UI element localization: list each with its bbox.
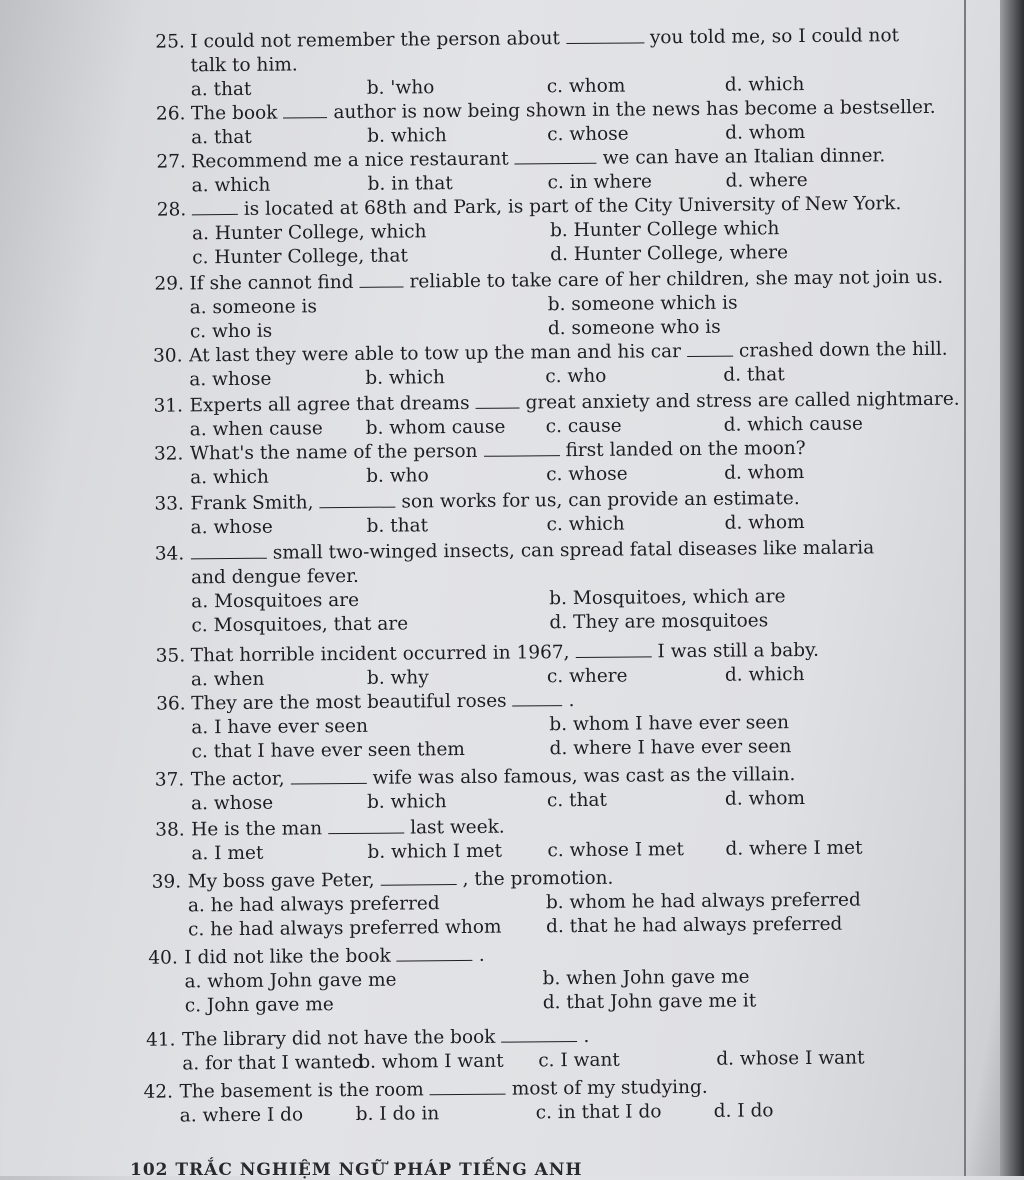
stem-text-before: My boss gave Peter, — [187, 869, 375, 893]
stem-text-before: What's the name of the person — [189, 440, 478, 465]
question-number: 32. — [153, 443, 184, 465]
answer-option-d: d. They are mosquitoes — [549, 610, 769, 634]
question-stem — [192, 192, 902, 222]
question-number: 29. — [154, 273, 184, 295]
answer-blank — [566, 26, 644, 44]
question-25 — [0, 23, 1000, 101]
answer-option-d: d. where I have ever seen — [549, 736, 792, 760]
answer-option-b: b. which — [366, 791, 447, 813]
answer-option-d: d. which — [724, 664, 805, 686]
stem-text-before: Recommend me a nice restaurant — [191, 148, 509, 173]
answer-option-c: c. Mosquitoes, that are — [191, 613, 409, 637]
question-33 — [4, 485, 1004, 539]
answer-option-c: c. which — [546, 513, 625, 536]
question-number: 39. — [151, 871, 182, 893]
answer-option-d: d. which cause — [723, 413, 864, 436]
stem-text-before: Frank Smith, — [190, 492, 314, 515]
answer-blank — [381, 868, 457, 886]
answer-option-d: d. whose I want — [716, 1047, 865, 1070]
question-number: 33. — [154, 493, 184, 515]
question-stem — [189, 266, 943, 297]
answer-option-b: b. who — [366, 465, 429, 487]
question-37 — [7, 761, 1007, 815]
stem-text-after: . — [583, 1025, 590, 1047]
stem-text-after: reliable to take care of her children, she may not join us. — [409, 266, 944, 293]
stem-text-after: author is now being shown in the news has become a bestseller. — [333, 96, 936, 124]
stem-text-after: is located at 68th and Park, is part of the City University of New York. — [243, 193, 902, 220]
question-number: 35. — [155, 645, 186, 667]
question-number: 41. — [145, 1029, 176, 1051]
question-28 — [2, 191, 1002, 269]
stem-text-before: I did not like the book — [184, 945, 391, 969]
question-stem — [191, 689, 575, 716]
stem-text-after: . — [478, 944, 485, 966]
answer-option-a: a. that — [191, 126, 252, 149]
answer-blank — [430, 1078, 506, 1096]
answer-blank — [501, 1025, 577, 1043]
stem-text-after: great anxiety and stress are called nightmare. — [525, 388, 960, 414]
answer-option-a: a. Mosquitoes are — [191, 589, 360, 613]
question-27 — [1, 143, 1001, 197]
question-stem — [184, 944, 485, 971]
stem-text-before: The basement is the room — [179, 1079, 424, 1103]
answer-option-b: b. whom he had always preferred — [545, 889, 861, 914]
question-number: 28. — [156, 199, 187, 221]
answer-option-c: c. he had always preferred whom — [188, 916, 502, 941]
answer-option-c: c. that — [546, 789, 608, 812]
answer-option-b: b. Hunter College which — [549, 218, 780, 242]
question-number: 37. — [154, 769, 185, 791]
answer-option-a: a. whose — [190, 516, 273, 539]
answer-option-c: c. in that I do — [535, 1101, 662, 1124]
question-36 — [6, 685, 1006, 763]
question-34 — [5, 535, 1005, 637]
question-26 — [1, 95, 1001, 149]
question-42 — [9, 1073, 1009, 1127]
stem-text-after: first landed on the moon? — [565, 437, 806, 462]
answer-blank — [397, 944, 473, 962]
answer-option-a: a. for that I wanted — [182, 1051, 364, 1075]
answer-option-b: b. when John gave me — [542, 966, 750, 990]
answer-option-b: b. 'who — [366, 77, 435, 99]
question-31 — [3, 387, 1003, 441]
answer-option-b: b. in that — [367, 173, 453, 195]
stem-text-after: small two-winged insects, can spread fatal diseases like malaria — [272, 537, 875, 564]
answer-option-c: c. that I have ever seen them — [191, 738, 465, 763]
stem-text-after: . — [568, 690, 575, 712]
answer-option-c: c. John gave me — [184, 994, 334, 1017]
answer-option-d: d. whom — [725, 121, 806, 144]
answer-option-b: b. which — [367, 125, 447, 147]
answer-blank — [359, 270, 403, 287]
question-stem — [190, 487, 799, 516]
question-number: 42. — [143, 1081, 174, 1103]
answer-option-d: d. that John gave me it — [542, 990, 757, 1014]
answer-option-a: a. I have ever seen — [191, 715, 369, 739]
answer-option-a: a. that — [190, 78, 252, 101]
question-stem — [191, 763, 796, 792]
answer-option-a: a. where I do — [179, 1104, 304, 1127]
answer-option-a: a. when — [190, 668, 265, 691]
answer-option-b: b. whom I have ever seen — [549, 712, 790, 736]
question-number: 31. — [153, 395, 184, 417]
answer-option-a: a. someone is — [189, 296, 317, 319]
answer-blank — [475, 391, 519, 408]
answer-option-d: d. whom — [724, 788, 806, 810]
question-number: 30. — [153, 345, 183, 367]
answer-option-c: c. who — [545, 365, 607, 388]
stem-text-before: They are the most beautiful roses — [191, 690, 507, 715]
answer-option-c: c. I want — [538, 1049, 620, 1072]
answer-option-c: c. cause — [545, 415, 622, 438]
answer-option-d: d. that he had always preferred — [546, 913, 843, 938]
question-41 — [9, 1021, 1009, 1075]
question-number: 27. — [156, 151, 186, 173]
question-30 — [3, 337, 1003, 391]
stem-text-after: son works for us, can provide an estimate. — [401, 488, 800, 513]
answer-option-c: c. whose — [546, 463, 628, 486]
question-stem — [189, 338, 948, 369]
stem-text-after: we can have an Italian dinner. — [602, 145, 886, 169]
answer-option-c: c. whose I met — [547, 839, 684, 862]
stem-text-before: That horrible incident occurred in 1967, — [190, 642, 570, 667]
stem-text-before: The actor, — [190, 768, 285, 791]
stem-text-before: At last they were able to tow up the man and his car — [189, 341, 682, 367]
answer-option-b: b. that — [366, 515, 429, 537]
answer-option-d: d. I do — [713, 1100, 774, 1122]
stem-text-before: If she cannot find — [189, 271, 354, 295]
stem-text-after: wife was also famous, was cast as the villain. — [372, 764, 796, 789]
answer-option-a: a. I met — [191, 842, 264, 865]
question-stem-continued: and dengue fever. — [190, 565, 359, 589]
answer-option-a: a. which — [191, 174, 271, 197]
answer-option-a: a. when cause — [189, 418, 323, 441]
answer-option-c: c. in where — [547, 171, 653, 194]
question-stem — [191, 96, 936, 126]
answer-option-d: d. which — [724, 73, 805, 96]
answer-option-d: d. whom — [724, 511, 805, 534]
question-39 — [8, 863, 1008, 941]
stem-text-before: Experts all agree that dreams — [189, 392, 470, 417]
answer-option-d: d. someone who is — [547, 316, 721, 340]
answer-option-c: c. where — [546, 665, 628, 688]
answer-option-a: a. Hunter College, which — [191, 221, 427, 245]
stem-text-after: I was still a baby. — [657, 639, 820, 663]
stem-text-after: most of my studying. — [511, 1076, 708, 1100]
answer-blank — [192, 198, 238, 215]
answer-option-b: b. whom I want — [358, 1050, 504, 1073]
question-35 — [6, 637, 1006, 691]
answer-blank — [687, 340, 733, 357]
question-number: 25. — [155, 31, 185, 53]
answer-blank — [290, 767, 366, 785]
answer-option-d: d. Hunter College, where — [550, 242, 789, 266]
answer-option-d: d. whom — [724, 462, 805, 484]
question-stem — [190, 437, 806, 466]
answer-blank — [328, 817, 404, 835]
question-number: 38. — [155, 819, 185, 841]
answer-blank — [191, 542, 267, 560]
page-footer: 102 TRẮC NGHIỆM NGỮ PHÁP TIẾNG ANH — [130, 1160, 583, 1180]
answer-option-a: a. he had always preferred — [187, 893, 440, 917]
answer-blank — [575, 640, 651, 658]
answer-option-a: a. whose — [190, 792, 274, 815]
answer-blank — [513, 689, 563, 706]
answer-option-b: b. I do in — [355, 1103, 440, 1125]
answer-option-b: b. someone which is — [547, 292, 738, 316]
question-stem-continued: talk to him. — [190, 54, 298, 77]
answer-option-a: a. whom John gave me — [184, 969, 397, 993]
question-stem — [190, 24, 899, 54]
answer-option-b: b. Mosquitoes, which are — [549, 586, 786, 610]
stem-text-before: He is the man — [191, 818, 323, 841]
stem-text-after: , the promotion. — [462, 867, 614, 890]
answer-blank — [515, 147, 597, 165]
answer-option-d: d. where I met — [725, 837, 863, 860]
stem-text-after: last week. — [410, 816, 505, 839]
answer-option-d: d. where — [725, 169, 808, 192]
answer-option-c: c. whose — [547, 123, 629, 146]
stem-text-before: I could not remember the person about — [190, 28, 561, 53]
answer-option-d: d. that — [723, 364, 785, 386]
answer-option-b: b. which — [365, 367, 445, 389]
answer-blank — [483, 439, 559, 457]
question-number: 36. — [156, 693, 186, 715]
question-stem — [191, 536, 875, 566]
answer-option-a: a. which — [190, 466, 270, 489]
answer-blank — [319, 491, 395, 509]
answer-option-c: c. who is — [189, 320, 273, 343]
stem-text-before: The library did not have the book — [181, 1026, 496, 1051]
answer-option-c: c. Hunter College, that — [192, 245, 408, 269]
question-stem — [182, 1025, 589, 1053]
question-29 — [2, 265, 1002, 343]
question-number: 40. — [148, 947, 178, 969]
answer-blank — [283, 101, 327, 118]
question-40 — [8, 939, 1008, 1017]
question-38 — [7, 811, 1007, 865]
answer-option-c: c. whom — [546, 75, 626, 98]
stem-text-after: crashed down the hill. — [738, 338, 948, 362]
question-stem — [191, 816, 505, 843]
question-number: 26. — [155, 103, 186, 125]
answer-option-a: a. whose — [189, 368, 272, 391]
stem-text-before: The book — [190, 102, 278, 125]
question-number: 34. — [154, 543, 185, 565]
answer-option-b: b. whom cause — [365, 416, 506, 439]
answer-option-b: b. which I met — [367, 840, 503, 863]
stem-text-after: you told me, so I could not — [649, 25, 900, 49]
answer-option-b: b. why — [366, 667, 429, 689]
